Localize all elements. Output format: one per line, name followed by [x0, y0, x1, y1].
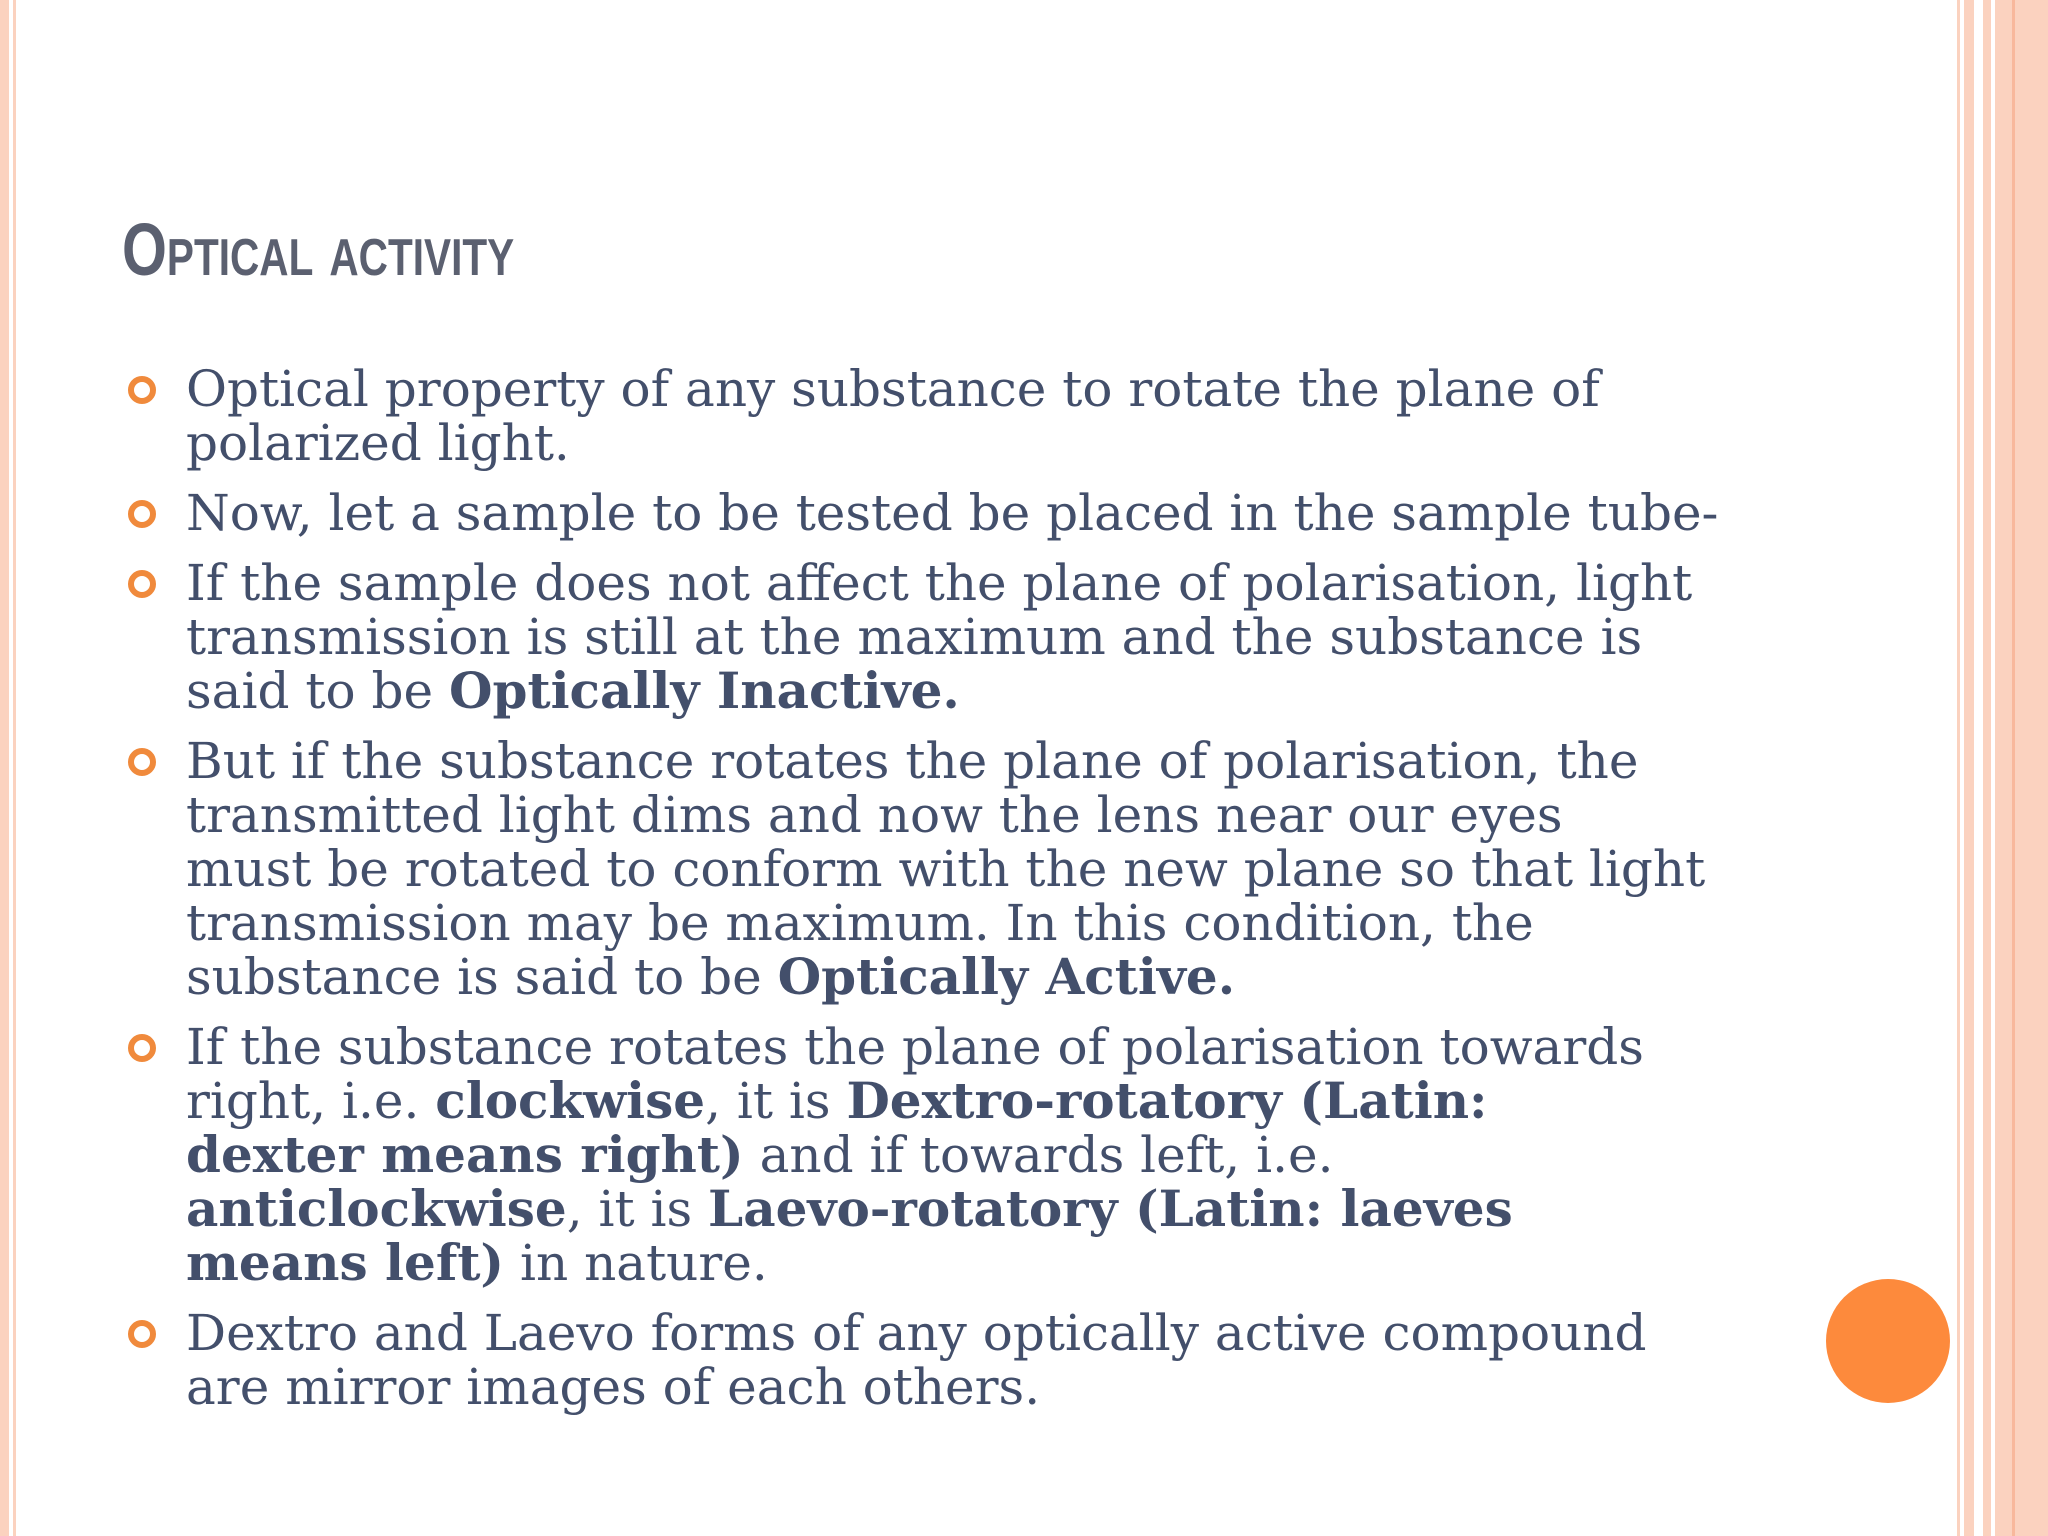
bullet-item [186, 486, 1766, 540]
emphasis-text: clockwise [435, 1071, 706, 1130]
bullet-item [186, 556, 1766, 718]
bullet-line: anticlockwise, it is Laevo-rotatory (Latin: laeves [186, 1179, 1513, 1238]
emphasis-text: Optically Inactive. [448, 661, 960, 720]
slide-title: Optical activity [122, 208, 515, 291]
bullet-item [186, 362, 1766, 470]
right-border-stripe [1983, 0, 1991, 1536]
bullet-line: means left) in nature. [186, 1233, 768, 1292]
bullet-line: But if the substance rotates the plane of polarisation, the [186, 732, 1639, 790]
emphasis-text: anticlockwise [186, 1179, 567, 1238]
emphasis-text: means left) [186, 1233, 505, 1292]
bullet-line: said to be Optically Inactive. [186, 661, 960, 720]
left-border-stripe [0, 0, 9, 1536]
bullet-line: are mirror images of each others. [186, 1358, 1041, 1416]
right-border-stripe-thin [1957, 0, 1960, 1536]
emphasis-text: Dextro-rotatory (Latin: [846, 1071, 1488, 1130]
bullet-ring-icon [128, 500, 156, 528]
left-border-stripe-thin [13, 0, 16, 1536]
bullet-line: right, i.e. clockwise, it is Dextro-rotatory (Latin: [186, 1071, 1488, 1130]
bullet-ring-icon [128, 570, 156, 598]
emphasis-text: Laevo-rotatory (Latin: laeves [708, 1179, 1513, 1238]
bullet-line: must be rotated to conform with the new plane so that light [186, 840, 1706, 898]
bullet-list [186, 362, 1766, 1430]
emphasis-text: Optically Active. [777, 947, 1236, 1006]
bullet-line: dexter means right) and if towards left, i.e. [186, 1125, 1334, 1184]
right-border-stripe [1964, 0, 1974, 1536]
bullet-line: polarized light. [186, 414, 570, 472]
bullet-line: If the sample does not affect the plane of polarisation, light [186, 554, 1693, 612]
bullet-ring-icon [128, 748, 156, 776]
bullet-item [186, 1306, 1766, 1414]
right-border-band [1995, 0, 2048, 1536]
bullet-line: If the substance rotates the plane of polarisation towards [186, 1018, 1644, 1076]
decorative-orange-circle [1826, 1279, 1950, 1403]
right-border-band-line [2012, 0, 2015, 1536]
bullet-line: transmission is still at the maximum and the substance is [186, 608, 1643, 666]
bullet-ring-icon [128, 1320, 156, 1348]
bullet-line: Now, let a sample to be tested be placed in the sample tube- [186, 484, 1719, 542]
bullet-line: transmission may be maximum. In this condition, the [186, 894, 1534, 952]
bullet-line: substance is said to be Optically Active. [186, 947, 1236, 1006]
bullet-line: Optical property of any substance to rotate the plane of [186, 360, 1600, 418]
bullet-item [186, 1020, 1766, 1290]
emphasis-text: dexter means right) [186, 1125, 744, 1184]
bullet-ring-icon [128, 1034, 156, 1062]
bullet-ring-icon [128, 376, 156, 404]
bullet-item [186, 734, 1766, 1004]
bullet-line: Dextro and Laevo forms of any optically active compound [186, 1304, 1647, 1362]
bullet-line: transmitted light dims and now the lens near our eyes [186, 786, 1563, 844]
